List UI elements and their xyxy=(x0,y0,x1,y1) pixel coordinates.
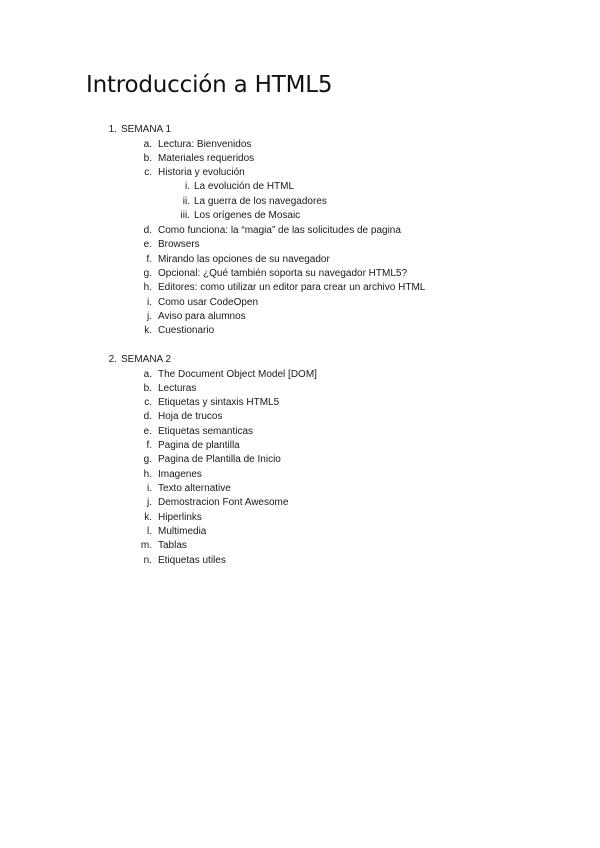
list-item-label: Hiperlinks xyxy=(158,512,202,523)
list-marker: g. xyxy=(143,454,152,465)
list-item-label: La guerra de los navegadores xyxy=(194,196,327,207)
list-marker: g. xyxy=(143,268,152,279)
list-marker: h. xyxy=(143,469,152,480)
list-item-label: Pagina de plantilla xyxy=(158,440,240,451)
list-marker: b. xyxy=(143,383,152,394)
list-item-label: Aviso para alumnos xyxy=(158,311,246,322)
list-item-label: Etiquetas semanticas xyxy=(158,426,254,437)
list-item-label: Editores: como utilizar un editor para crear un archivo HTML xyxy=(158,282,426,293)
list-marker: i. xyxy=(185,181,190,192)
list-item-label: Opcional: ¿Qué también soporta su navegador HTML5? xyxy=(158,268,408,279)
list-marker: k. xyxy=(144,325,152,336)
list-item-label: Browsers xyxy=(158,239,200,250)
list-marker: l. xyxy=(147,526,152,537)
list-item-label: SEMANA 2 xyxy=(121,354,172,365)
list-marker: i. xyxy=(147,483,152,494)
list-item-label: Multimedia xyxy=(158,526,207,537)
list-marker: m. xyxy=(140,540,152,551)
list-item-label: Tablas xyxy=(158,540,187,551)
list-marker: b. xyxy=(143,153,152,164)
list-item-label: The Document Object Model [DOM] xyxy=(158,369,317,380)
list-marker: f. xyxy=(146,440,152,451)
list-item-label: SEMANA 1 xyxy=(121,124,172,135)
list-marker: h. xyxy=(143,282,152,293)
list-item-label: Como usar CodeOpen xyxy=(158,297,259,308)
list-item-label: Lectura: Bienvenidos xyxy=(158,139,252,150)
page-title: Introducción a HTML5 xyxy=(86,72,333,98)
list-item-label: Lecturas xyxy=(158,383,197,394)
list-marker: d. xyxy=(143,411,152,422)
list-item-label: La evolución de HTML xyxy=(194,181,295,192)
list-item-label: Materiales requeridos xyxy=(158,153,255,164)
list-marker: f. xyxy=(146,254,152,265)
list-marker: a. xyxy=(143,139,152,150)
list-marker: c. xyxy=(144,397,152,408)
list-marker: iii. xyxy=(180,210,190,221)
list-marker: n. xyxy=(143,555,152,566)
list-marker: c. xyxy=(144,167,152,178)
list-marker: ii. xyxy=(182,196,190,207)
list-marker: k. xyxy=(144,512,152,523)
list-item-label: Pagina de Plantilla de Inicio xyxy=(158,454,281,465)
list-item-label: Los orígenes de Mosaic xyxy=(194,210,301,221)
list-marker: j. xyxy=(147,497,152,508)
list-item-label: Cuestionario xyxy=(158,325,215,336)
list-marker: i. xyxy=(147,297,152,308)
list-item-label: Etiquetas utiles xyxy=(158,555,226,566)
list-marker: e. xyxy=(143,426,152,437)
list-marker: 1. xyxy=(108,124,117,135)
list-marker: a. xyxy=(143,369,152,380)
list-item-label: Texto alternative xyxy=(158,483,231,494)
list-item-label: Mirando las opciones de su navegador xyxy=(158,254,330,265)
list-marker: j. xyxy=(147,311,152,322)
list-item-label: Como funciona: la “magia” de las solicitudes de pagina xyxy=(158,225,401,236)
list-item-label: Etiquetas y sintaxis HTML5 xyxy=(158,397,280,408)
list-marker: d. xyxy=(143,225,152,236)
list-item-label: Imagenes xyxy=(158,469,202,480)
list-marker: e. xyxy=(143,239,152,250)
list-item-label: Historia y evolución xyxy=(158,167,245,178)
list-item-label: Hoja de trucos xyxy=(158,411,223,422)
list-marker: 2. xyxy=(108,354,117,365)
list-item-label: Demostracion Font Awesome xyxy=(158,497,289,508)
